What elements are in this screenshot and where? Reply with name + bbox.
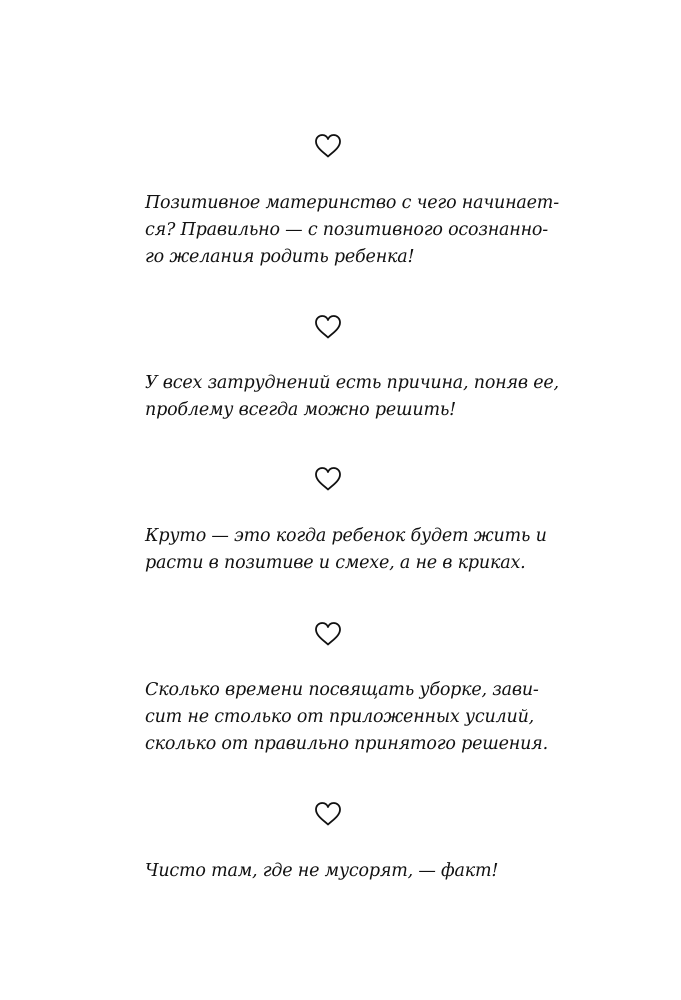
heart-icon — [313, 313, 343, 340]
quote-line: го желания родить ребенка! — [145, 247, 415, 267]
quote-4 — [145, 677, 548, 758]
quote-line: Чисто там, где не мусорят, — факт! — [145, 861, 499, 881]
quote-2 — [145, 370, 559, 424]
quote-3 — [145, 523, 547, 577]
quote-line: расти в позитиве и смехе, а не в криках. — [145, 553, 526, 573]
quote-line: ся? Правильно — с позитивного осознанно- — [145, 220, 548, 240]
quote-line: У всех затруднений есть причина, поняв ее, — [145, 373, 559, 393]
quote-line: сколько от правильно принятого решения. — [145, 734, 548, 754]
quote-line: Круто — это когда ребенок будет жить и — [145, 526, 547, 546]
heart-icon — [313, 132, 343, 159]
heart-icon — [313, 620, 343, 647]
quote-1 — [145, 190, 559, 271]
quote-line: Позитивное материнство с чего начинает- — [145, 193, 559, 213]
quote-line: проблему всегда можно решить! — [145, 400, 457, 420]
heart-icon — [313, 800, 343, 827]
quote-line: сит не столько от приложенных усилий, — [145, 707, 534, 727]
heart-icon — [313, 465, 343, 492]
quote-5 — [145, 858, 525, 885]
quote-line: Сколько времени посвящать уборке, зави- — [145, 680, 539, 700]
